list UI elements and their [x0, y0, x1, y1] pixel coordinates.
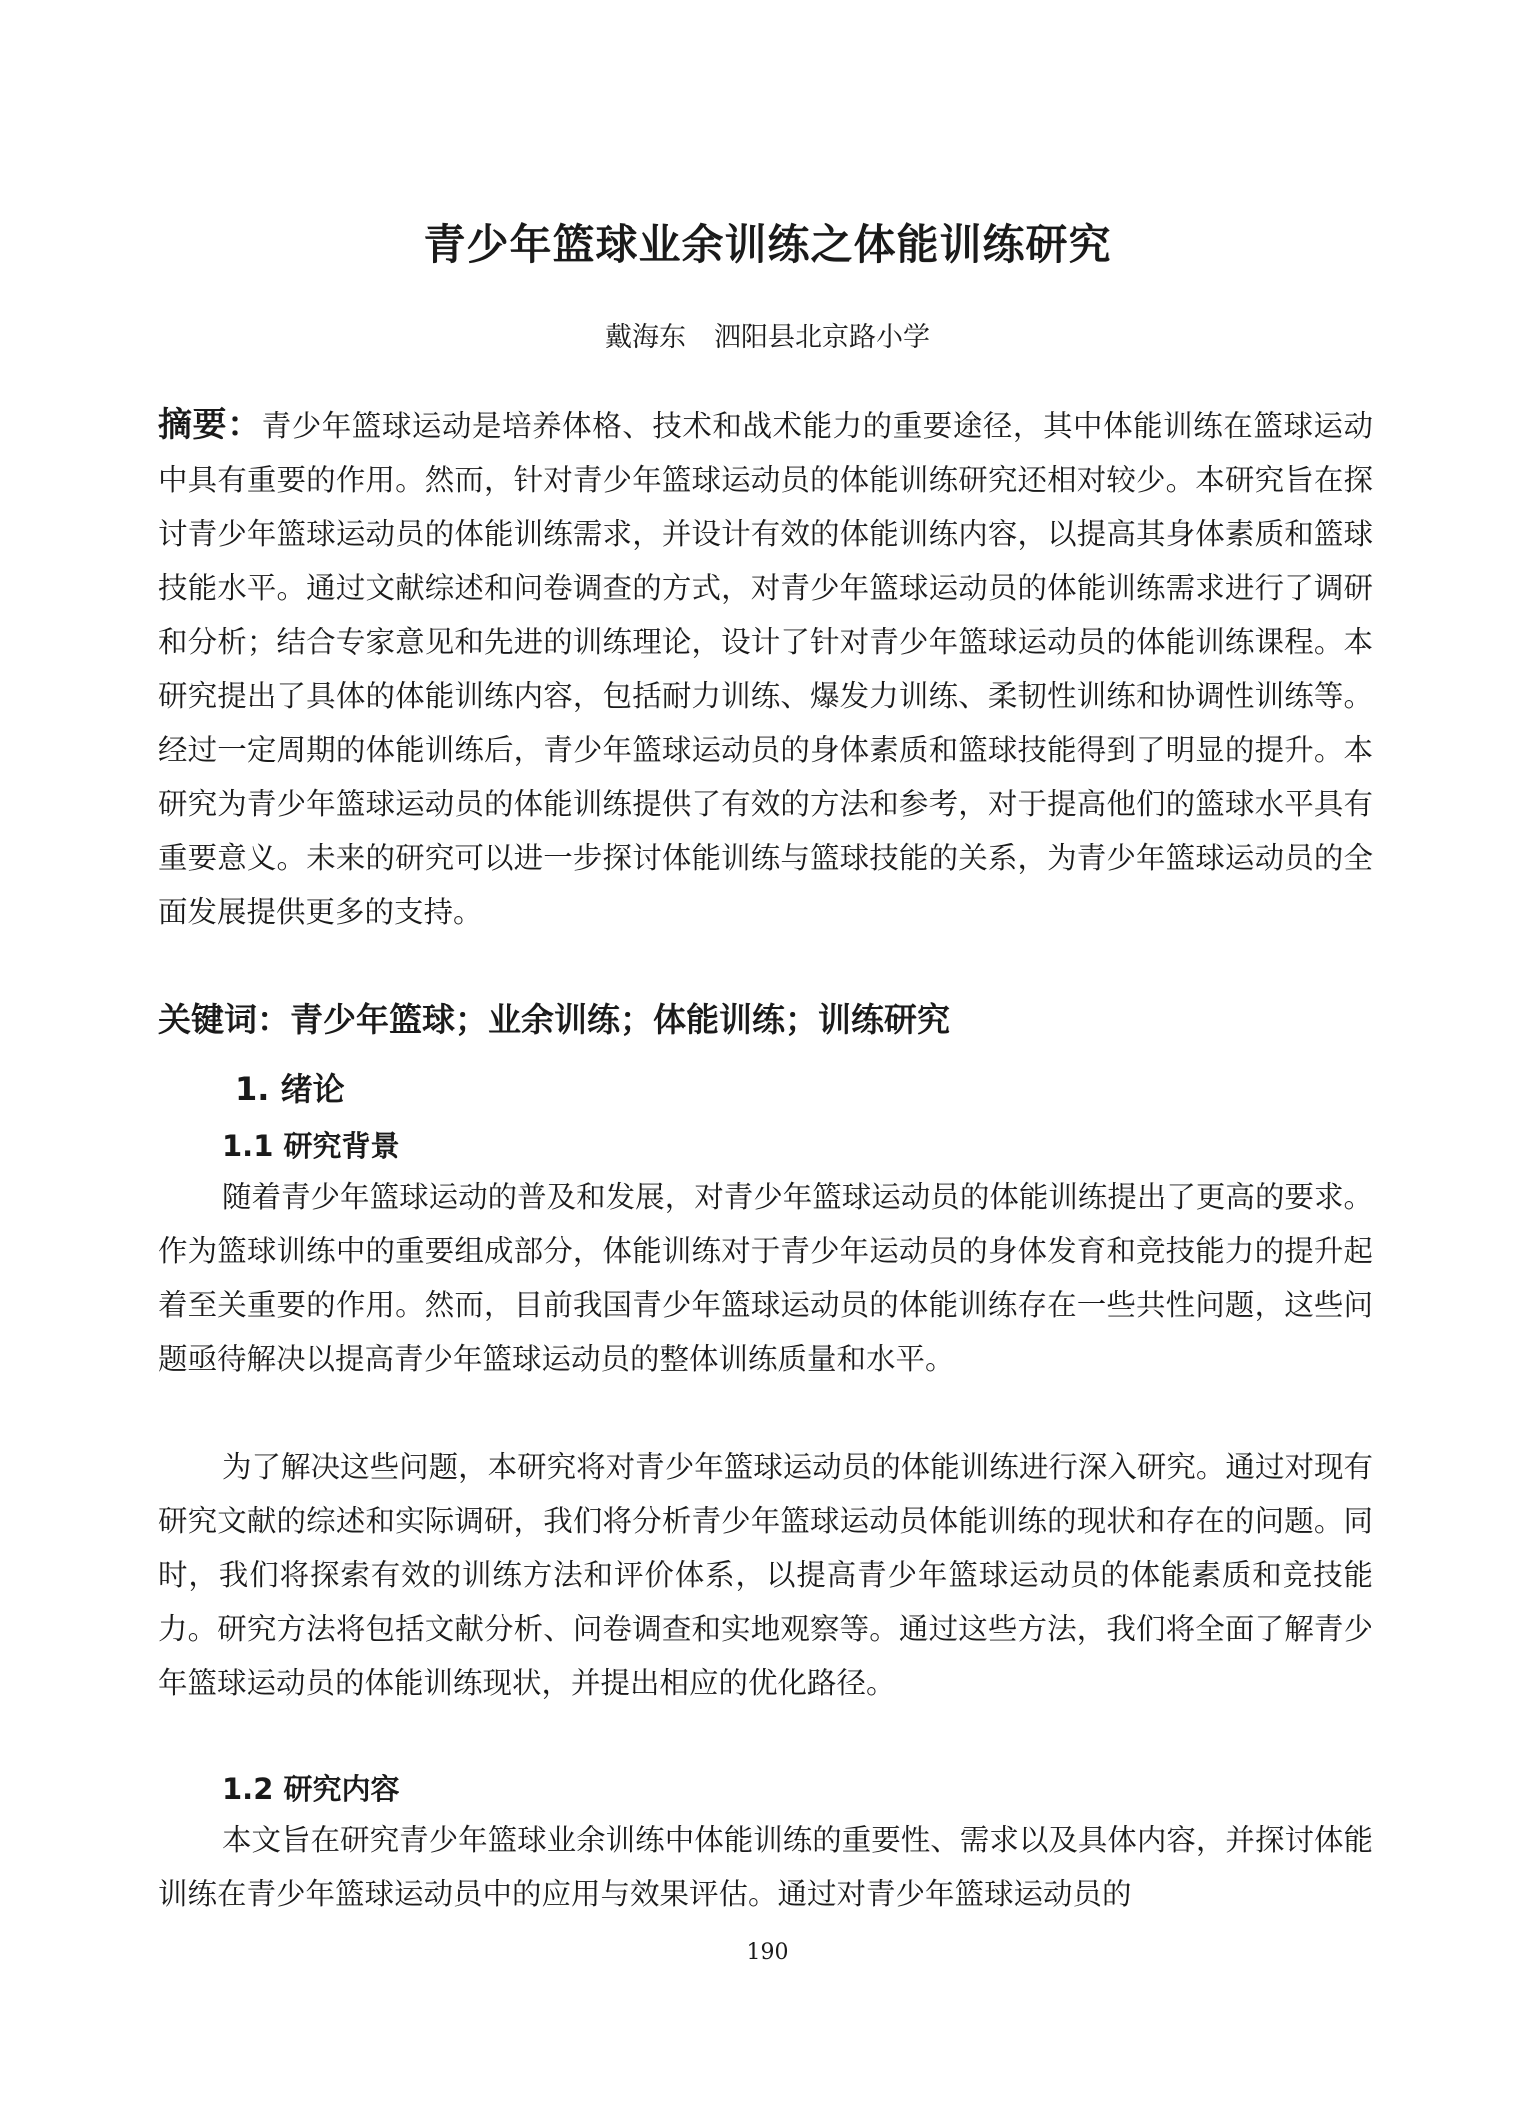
section-heading-introduction: 1. 绪论 [235, 1070, 345, 1108]
keywords: 关键词：青少年篮球；业余训练；体能训练；训练研究 [158, 1000, 950, 1039]
subsection-heading-background: 1.1 研究背景 [222, 1129, 400, 1163]
abstract [158, 398, 1373, 939]
subsection-heading-content: 1.2 研究内容 [222, 1772, 400, 1806]
page-number: 190 [746, 1940, 789, 1965]
author-name: 戴海东 [605, 322, 686, 353]
author-affiliation: 泗阳县北京路小学 [714, 322, 930, 353]
paragraph: 随着青少年篮球运动的普及和发展，对青少年篮球运动员的体能训练提出了更高的要求。作为篮球训练中的重要组成部分，体能训练对于青少年运动员的身体发育和竞技能力的提升起着至关重要的作用。然而，目前我国青少年篮球运动员的体能训练存在一些共性问题，这些问题亟待解决以提高青少年篮球运动员的整体训练质量和水平。 [158, 1180, 1373, 1376]
abstract-text: 青少年篮球运动是培养体格、技术和战术能力的重要途径，其中体能训练在篮球运动中具有重要的作用。然而，针对青少年篮球运动员的体能训练研究还相对较少。本研究旨在探讨青少年篮球运动员的体能训练需求，并设计有效的体能训练内容，以提高其身体素质和篮球技能水平。通过文献综述和问卷调查的方式，对青少年篮球运动员的体能训练需求进行了调研和分析；结合专家意见和先进的训练理论，设计了针对青少年篮球运动员的体能训练课程。本研究提出了具体的体能训练内容，包括耐力训练、爆发力训练、柔韧性训练和协调性训练等。经过一定周期的体能训练后，青少年篮球运动员的身体素质和篮球技能得到了明显的提升。本研究为青少年篮球运动员的体能训练提供了有效的方法和参考，对于提高他们的篮球水平具有重要意义。未来的研究可以进一步探讨体能训练与篮球技能的关系，为青少年篮球运动员的全面发展提供更多的支持。 [158, 409, 1373, 929]
abstract-label: 摘要： [158, 405, 262, 445]
paragraph: 为了解决这些问题，本研究将对青少年篮球运动员的体能训练进行深入研究。通过对现有研究文献的综述和实际调研，我们将分析青少年篮球运动员体能训练的现状和存在的问题。同时，我们将探索有效的训练方法和评价体系，以提高青少年篮球运动员的体能素质和竞技能力。研究方法将包括文献分析、问卷调查和实地观察等。通过这些方法，我们将全面了解青少年篮球运动员的体能训练现状，并提出相应的优化路径。 [158, 1450, 1373, 1700]
author-line [0, 315, 1535, 354]
paragraph: 本文旨在研究青少年篮球业余训练中体能训练的重要性、需求以及具体内容，并探讨体能训练在青少年篮球运动员中的应用与效果评估。通过对青少年篮球运动员的 [158, 1823, 1373, 1911]
paper-title: 青少年篮球业余训练之体能训练研究 [423, 220, 1112, 269]
